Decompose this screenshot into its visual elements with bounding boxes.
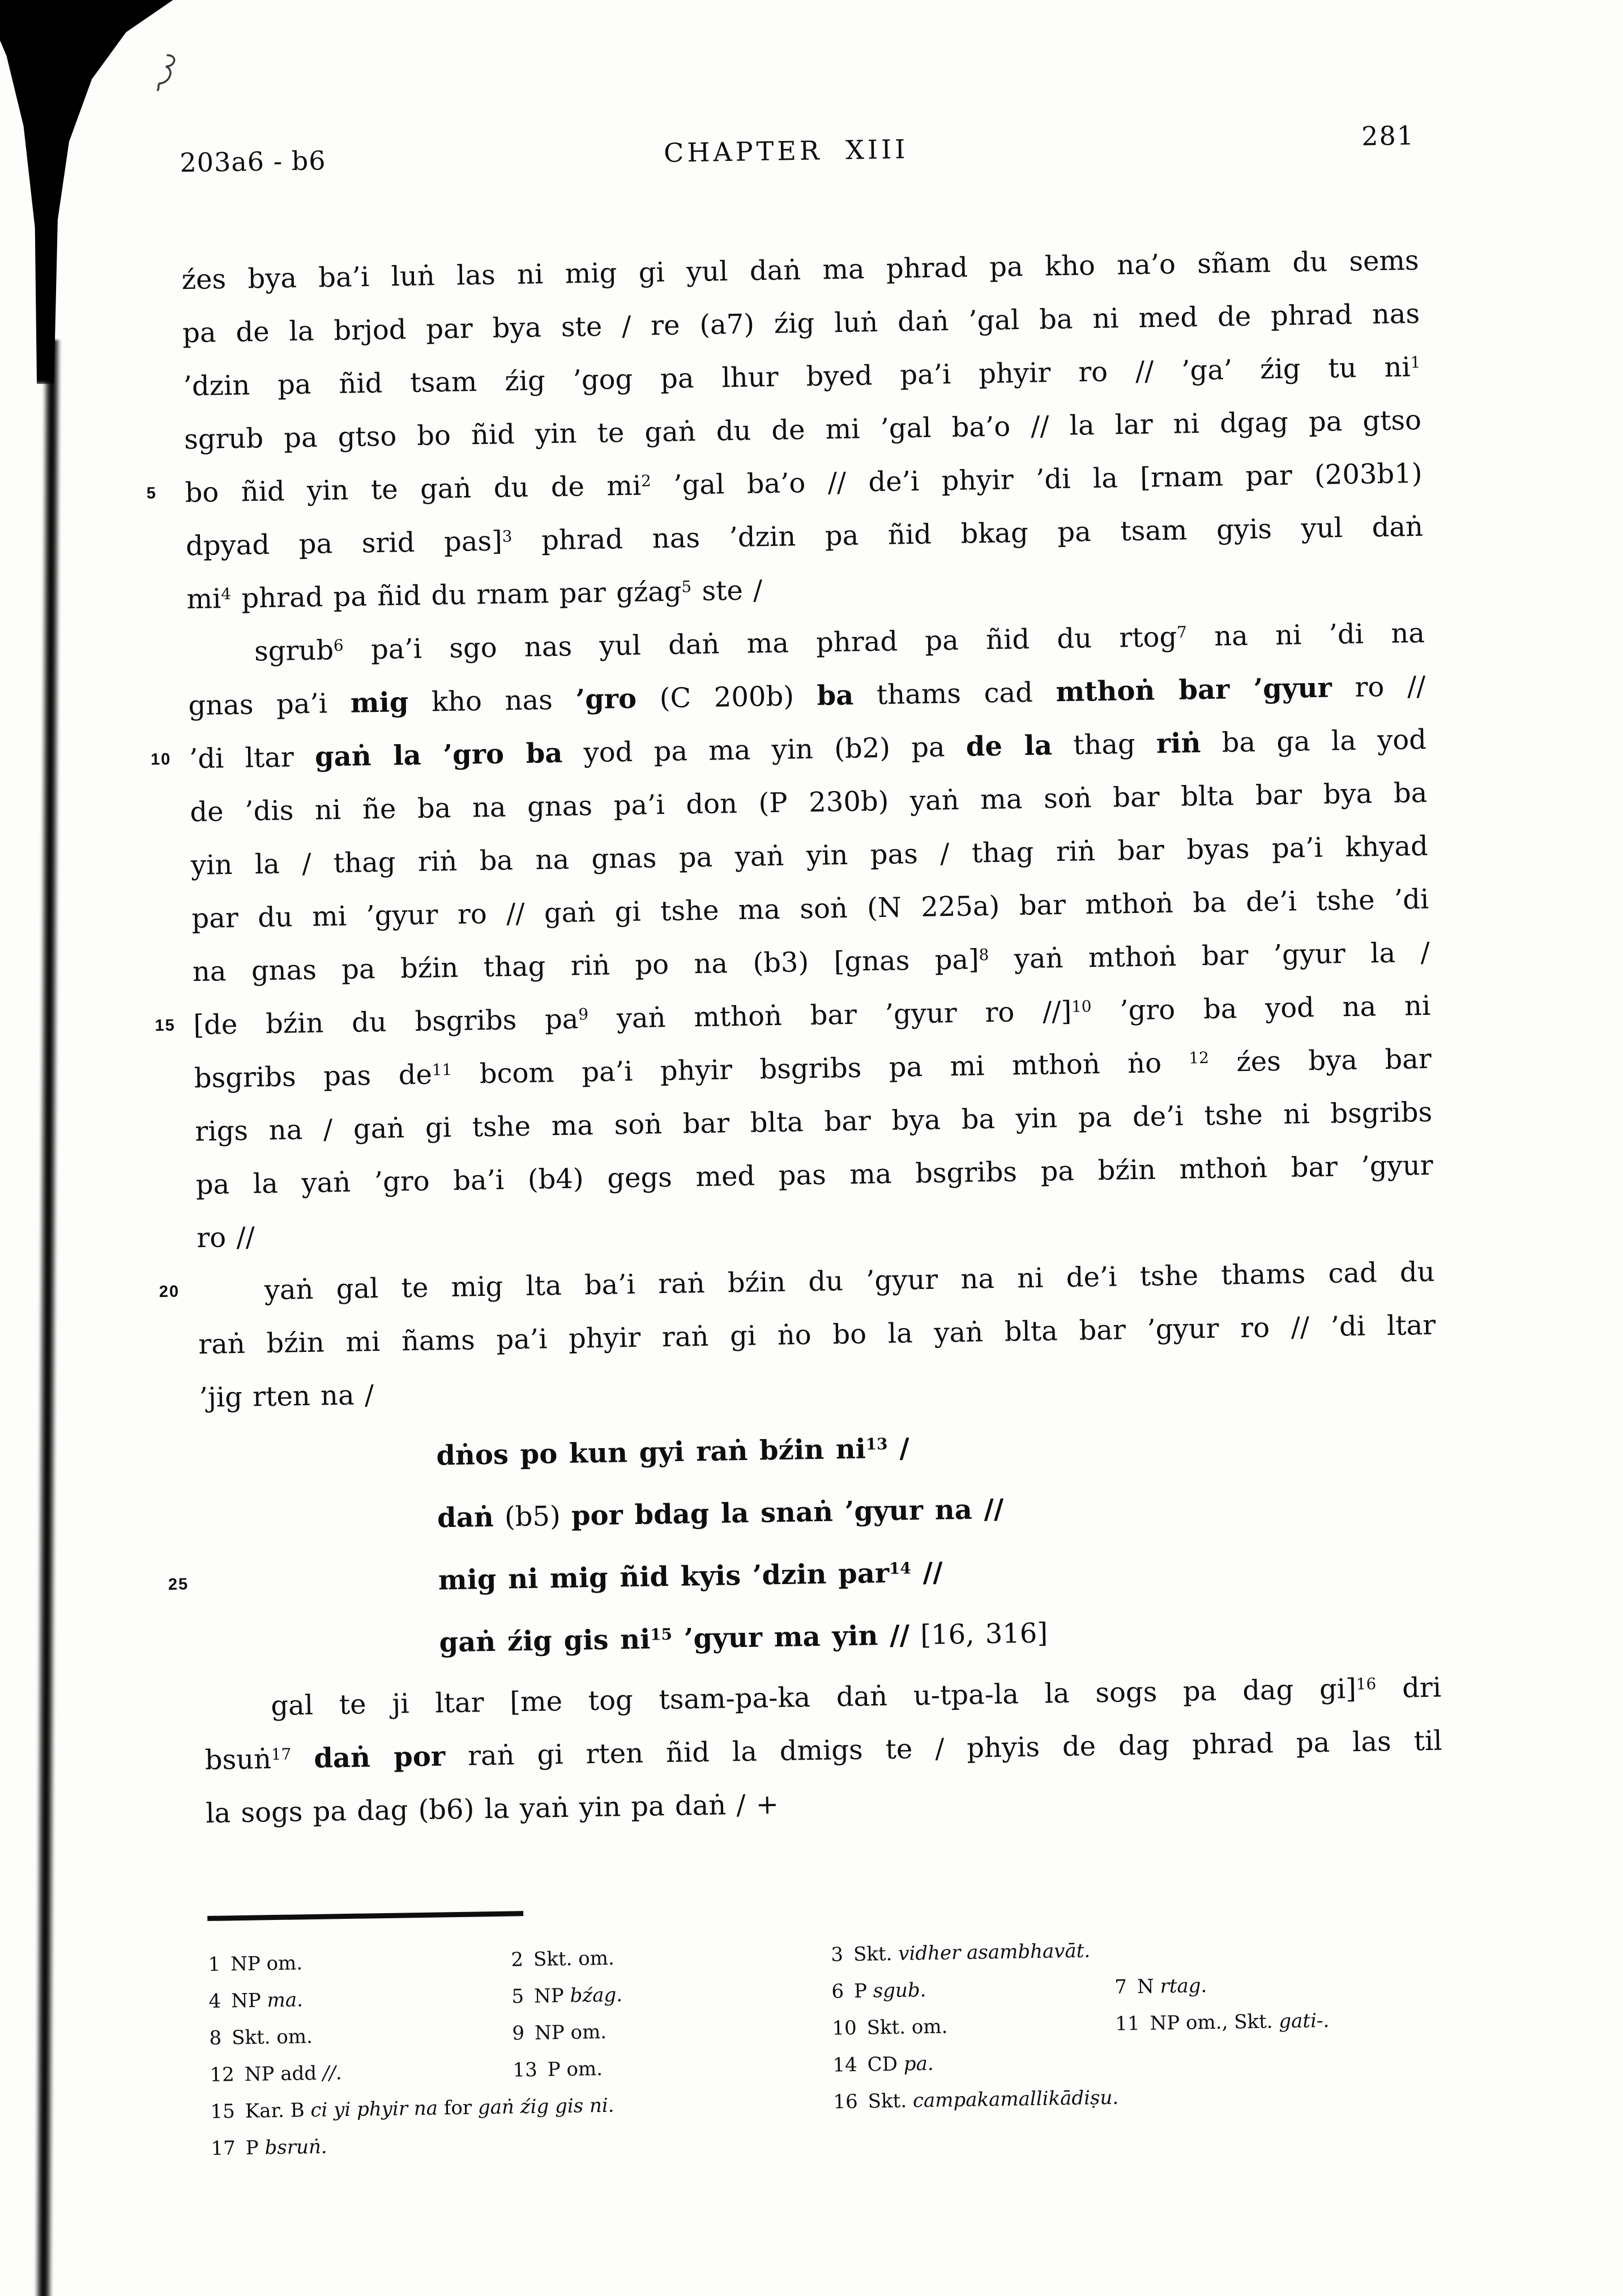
text-segment: gati-.	[1279, 2009, 1330, 2033]
footnote-number: 15	[210, 2100, 236, 2123]
footnote	[831, 1972, 926, 2011]
text-segment: źes bya ba’i luṅ las ni mig gi yul daṅ ma phrad pa kho na’o sñam du sems	[181, 244, 1419, 296]
text-segment: gaṅ źig gis ni	[439, 1623, 651, 1659]
text-segment: NP om., Skt.	[1150, 2010, 1279, 2035]
text-segment: P om.	[547, 2057, 603, 2081]
text-segment: bźag.	[570, 1983, 623, 2007]
footnote-marker: 11	[432, 1060, 452, 1079]
text-segment: ’gro	[575, 682, 637, 716]
footnote-marker: 13	[865, 1434, 888, 1454]
footnote-number: 4	[208, 1990, 221, 2013]
verse-line	[437, 1478, 1046, 1550]
text-segment: ’dzin pa ñid tsam źig ’gog pa lhur byed pa’i phyir ro // ’ga’ źig tu ni	[183, 351, 1411, 403]
text-segment: [de bźin du bsgribs pa	[193, 1003, 579, 1042]
footnote-number: 9	[512, 2022, 525, 2045]
text-segment: bsruṅ.	[264, 2135, 327, 2160]
text-segment: //	[911, 1556, 943, 1589]
text-segment: phrad nas ’dzin pa ñid bkag pa tsam gyis yul daṅ	[512, 510, 1424, 557]
text-segment: yaṅ gal te mig lta ba’i raṅ bźin du ’gyur na ni de’i tshe thams cad du	[264, 1256, 1436, 1307]
text-segment: ’gyur ma yin //	[672, 1619, 910, 1655]
text-segment: ro //	[1331, 670, 1426, 704]
text-segment: /	[887, 1432, 910, 1465]
footnote-number: 14	[832, 2053, 858, 2077]
footnote-number: 10	[832, 2016, 857, 2040]
text-segment: bcom pa’i phyir bsgribs pa mi mthoṅ ṅo	[451, 1047, 1189, 1090]
margin-line-number: 10	[150, 750, 172, 769]
text-segment: bsuṅ	[204, 1743, 272, 1776]
footnote-number: 13	[512, 2058, 538, 2082]
footnote-marker: 5	[681, 577, 692, 596]
text-segment: yin la / thag riṅ ba na gnas pa yaṅ yin pas / thag riṅ bar byas pa’i khyad	[190, 830, 1429, 882]
text-segment: riṅ	[1156, 727, 1201, 760]
footnote	[512, 2051, 603, 2089]
text-segment: campakamallikādiṣu.	[912, 2086, 1119, 2113]
text-segment: vidher asambhavāt.	[898, 1939, 1091, 1965]
text-segment: gaṅ la ’gro ba	[314, 737, 563, 773]
text-segment: bsgribs pas de	[194, 1059, 433, 1095]
footnote-marker: 7	[1176, 622, 1188, 642]
text-segment: raṅ gi rten ñid la dmigs te / phyis de dag phrad pa las til	[445, 1725, 1443, 1773]
text-segment: dṅos po kun gyi raṅ bźin ni	[436, 1433, 866, 1472]
text-segment: P	[853, 1979, 874, 2003]
text-segment: //.	[322, 2062, 342, 2085]
text-segment: Skt.	[853, 1942, 899, 1966]
footnote-marker: 16	[1356, 1674, 1377, 1693]
footnote-marker: 8	[979, 945, 989, 965]
text-segment: (C 200b)	[636, 680, 818, 715]
margin-line-number: 15	[155, 1016, 176, 1035]
footnote-number: 11	[1115, 2012, 1140, 2035]
text-segment: sgrub	[254, 634, 334, 668]
footnote-marker: 1	[1410, 352, 1421, 372]
text-segment: Skt. om.	[866, 2015, 948, 2039]
footnote-number: 6	[831, 1980, 844, 2003]
text-segment: N	[1137, 1975, 1160, 1999]
verse-line	[439, 1602, 1048, 1674]
text-segment: thams cad	[853, 676, 1056, 711]
margin-line-number: 20	[159, 1282, 180, 1301]
footnote-separator-rule	[207, 1911, 523, 1921]
footnote-number: 2	[511, 1948, 524, 1971]
text-segment: źes bya bar	[1208, 1043, 1432, 1078]
footnote-number: 12	[210, 2063, 235, 2086]
footnote-marker: 14	[889, 1559, 911, 1578]
text-segment: ’gro ba yod na ni	[1091, 989, 1431, 1027]
text-segment: kho nas	[408, 684, 576, 719]
footnote	[210, 2088, 614, 2131]
chapter-title: CHAPTER XIII	[663, 134, 909, 168]
folio-reference: 203a6 - b6	[180, 145, 326, 178]
footnote	[208, 1945, 303, 1983]
text-segment: ste /	[691, 574, 763, 608]
text-segment: NP om.	[230, 1952, 303, 1976]
footnote	[210, 2055, 342, 2094]
text-segment: sgub.	[873, 1979, 926, 2003]
verse-block	[168, 1415, 1048, 1674]
text-segment: NP	[230, 1989, 267, 2013]
text-segment: mig ni mig ñid kyis ’dzin par	[438, 1557, 890, 1597]
text-segment: dri	[1376, 1671, 1442, 1705]
text-segment: yod pa ma yin (b2) pa	[562, 731, 967, 769]
verse-line	[168, 1540, 1047, 1612]
text-segment: gal te ji ltar [me tog tsam-pa-ka daṅ u-tpa-la la sogs pa dag gi]	[270, 1673, 1357, 1722]
text-segment: P	[245, 2136, 265, 2160]
footnote-marker: 3	[502, 526, 512, 546]
footnote-number: 5	[511, 1985, 524, 2008]
footnote-number: 17	[211, 2137, 236, 2160]
text-segment: daṅ por	[313, 1740, 446, 1774]
text-segment: ’di ltar	[189, 741, 315, 775]
verse-line	[436, 1415, 1045, 1487]
text-segment: CD	[867, 2052, 904, 2076]
text-segment: ma.	[267, 1988, 304, 2012]
text-segment	[291, 1743, 314, 1775]
footnote-number: 3	[831, 1943, 844, 1966]
text-segment: Kar. B	[245, 2099, 311, 2123]
text-segment: gnas pa’i	[188, 687, 351, 722]
text-segment: mig	[350, 686, 409, 719]
text-segment: yaṅ mthoṅ bar ’gyur la /	[989, 936, 1430, 976]
footnote-marker: 6	[333, 635, 344, 655]
footnote-marker: 4	[221, 584, 232, 603]
text-segment: for	[437, 2096, 479, 2120]
text-segment: ba ga la yod	[1200, 723, 1427, 759]
text-segment: Skt. om.	[231, 2025, 313, 2050]
footnote	[511, 1940, 614, 1979]
footnote-number: 16	[833, 2090, 859, 2114]
footnote	[512, 2014, 607, 2052]
page-number: 281	[1361, 120, 1415, 152]
footnotes	[208, 1926, 1491, 2167]
text-segment: bo ñid yin te gaṅ du de mi	[185, 470, 642, 509]
text-segment: pa.	[903, 2052, 934, 2076]
footnote-number: 7	[1114, 1975, 1127, 1999]
text-segment: por bdag la snaṅ ’gyur na //	[571, 1493, 1004, 1532]
margin-line-number: 25	[168, 1575, 189, 1594]
footnote-marker: 17	[271, 1744, 292, 1764]
text-segment: rigs na / gaṅ gi tshe ma soṅ bar blta bar bya ba yin pa de’i tshe ni bsgribs	[194, 1096, 1433, 1148]
footnote	[831, 1932, 1091, 1973]
text-segment: Skt.	[868, 2089, 913, 2113]
closing-paragraph	[204, 1661, 1443, 1840]
text-segment: dpyad pa srid pas]	[185, 525, 503, 562]
text-segment: na gnas pa bźin thag riṅ po na (b3) [gnas pa]	[192, 944, 980, 988]
footnote-marker: 9	[578, 1004, 589, 1024]
text-segment: pa la yaṅ ’gro ba’i (b4) gegs med pas ma bsgribs pa bźin mthoṅ bar ’gyur	[195, 1149, 1434, 1201]
text-segment: mi	[186, 583, 221, 616]
footnote	[832, 2046, 934, 2084]
footnote-marker: 2	[640, 471, 652, 490]
footnote	[1114, 1968, 1207, 2006]
text-segment: pa’i sgo nas yul daṅ ma phrad pa ñid du rtog	[343, 621, 1177, 666]
text-segment: de la	[966, 729, 1053, 763]
text-segment: la sogs pa dag (b6) la yaṅ yin pa daṅ / +	[205, 1789, 779, 1829]
text-segment: NP om.	[534, 2020, 607, 2045]
text-segment: ci yi phyir na	[310, 2097, 438, 2122]
footnote	[209, 2018, 313, 2057]
running-header	[180, 120, 1417, 187]
text-segment: gaṅ źig gis ni.	[477, 2094, 614, 2119]
text-segment: Skt. om.	[533, 1947, 615, 1971]
text-segment: pa de la brjod par bya ste / re (a7) źig luṅ daṅ ’gal ba ni med de phrad nas	[182, 297, 1420, 349]
footnote-number: 8	[209, 2026, 222, 2050]
footnote	[832, 2008, 948, 2047]
text-segment: ro //	[196, 1221, 255, 1254]
text-segment: ba	[817, 679, 854, 712]
footnote-marker: 10	[1071, 996, 1092, 1016]
footnote	[208, 1982, 303, 2020]
text-segment: NP	[533, 1984, 570, 2008]
footnote	[511, 1977, 623, 2015]
footnote	[211, 2129, 327, 2167]
text-segment: NP add	[244, 2062, 323, 2086]
footnote	[1115, 2003, 1330, 2043]
footnote-marker: 12	[1189, 1048, 1210, 1068]
text-segment: daṅ	[437, 1501, 494, 1534]
text-segment: rtag.	[1160, 1974, 1207, 1998]
text-segment: yaṅ mthoṅ bar ’gyur ro //]	[588, 995, 1072, 1035]
text-segment: na ni ’di na	[1186, 617, 1425, 653]
text-segment: ’gal ba’o // de’i phyir ’di la [rnam par (203b1)	[651, 457, 1423, 502]
body-text	[146, 234, 1437, 1424]
footnote-number: 1	[208, 1953, 221, 1976]
text-segment: phrad pa ñid du rnam par gźag	[230, 575, 682, 614]
text-segment: par du mi ’gyur ro // gaṅ gi tshe ma soṅ (N 225a) bar mthoṅ ba de’i tshe ’di	[191, 883, 1429, 935]
text-segment: raṅ bźin mi ñams pa’i phyir raṅ gi ṅo bo la yaṅ blta bar ’gyur ro // ’di ltar	[198, 1309, 1436, 1361]
text-segment: [16, 316]	[909, 1617, 1048, 1651]
footnote-marker: 15	[650, 1624, 673, 1644]
text-segment: thag	[1052, 728, 1157, 762]
footnote	[833, 2080, 1119, 2121]
text-segment: ’jig rten na /	[199, 1379, 374, 1414]
text-segment: (b5)	[493, 1500, 572, 1533]
text-segment: mthoṅ bar ’gyur	[1056, 672, 1332, 709]
margin-line-number: 5	[146, 484, 157, 503]
text-segment: sgrub pa gtso bo ñid yin te gaṅ du de mi ’gal ba’o // la lar ni dgag pa gtso	[183, 404, 1422, 456]
text-segment: de ’dis ni ñe ba na gnas pa’i don (P 230b) yaṅ ma soṅ bar blta bar bya ba	[190, 776, 1428, 829]
